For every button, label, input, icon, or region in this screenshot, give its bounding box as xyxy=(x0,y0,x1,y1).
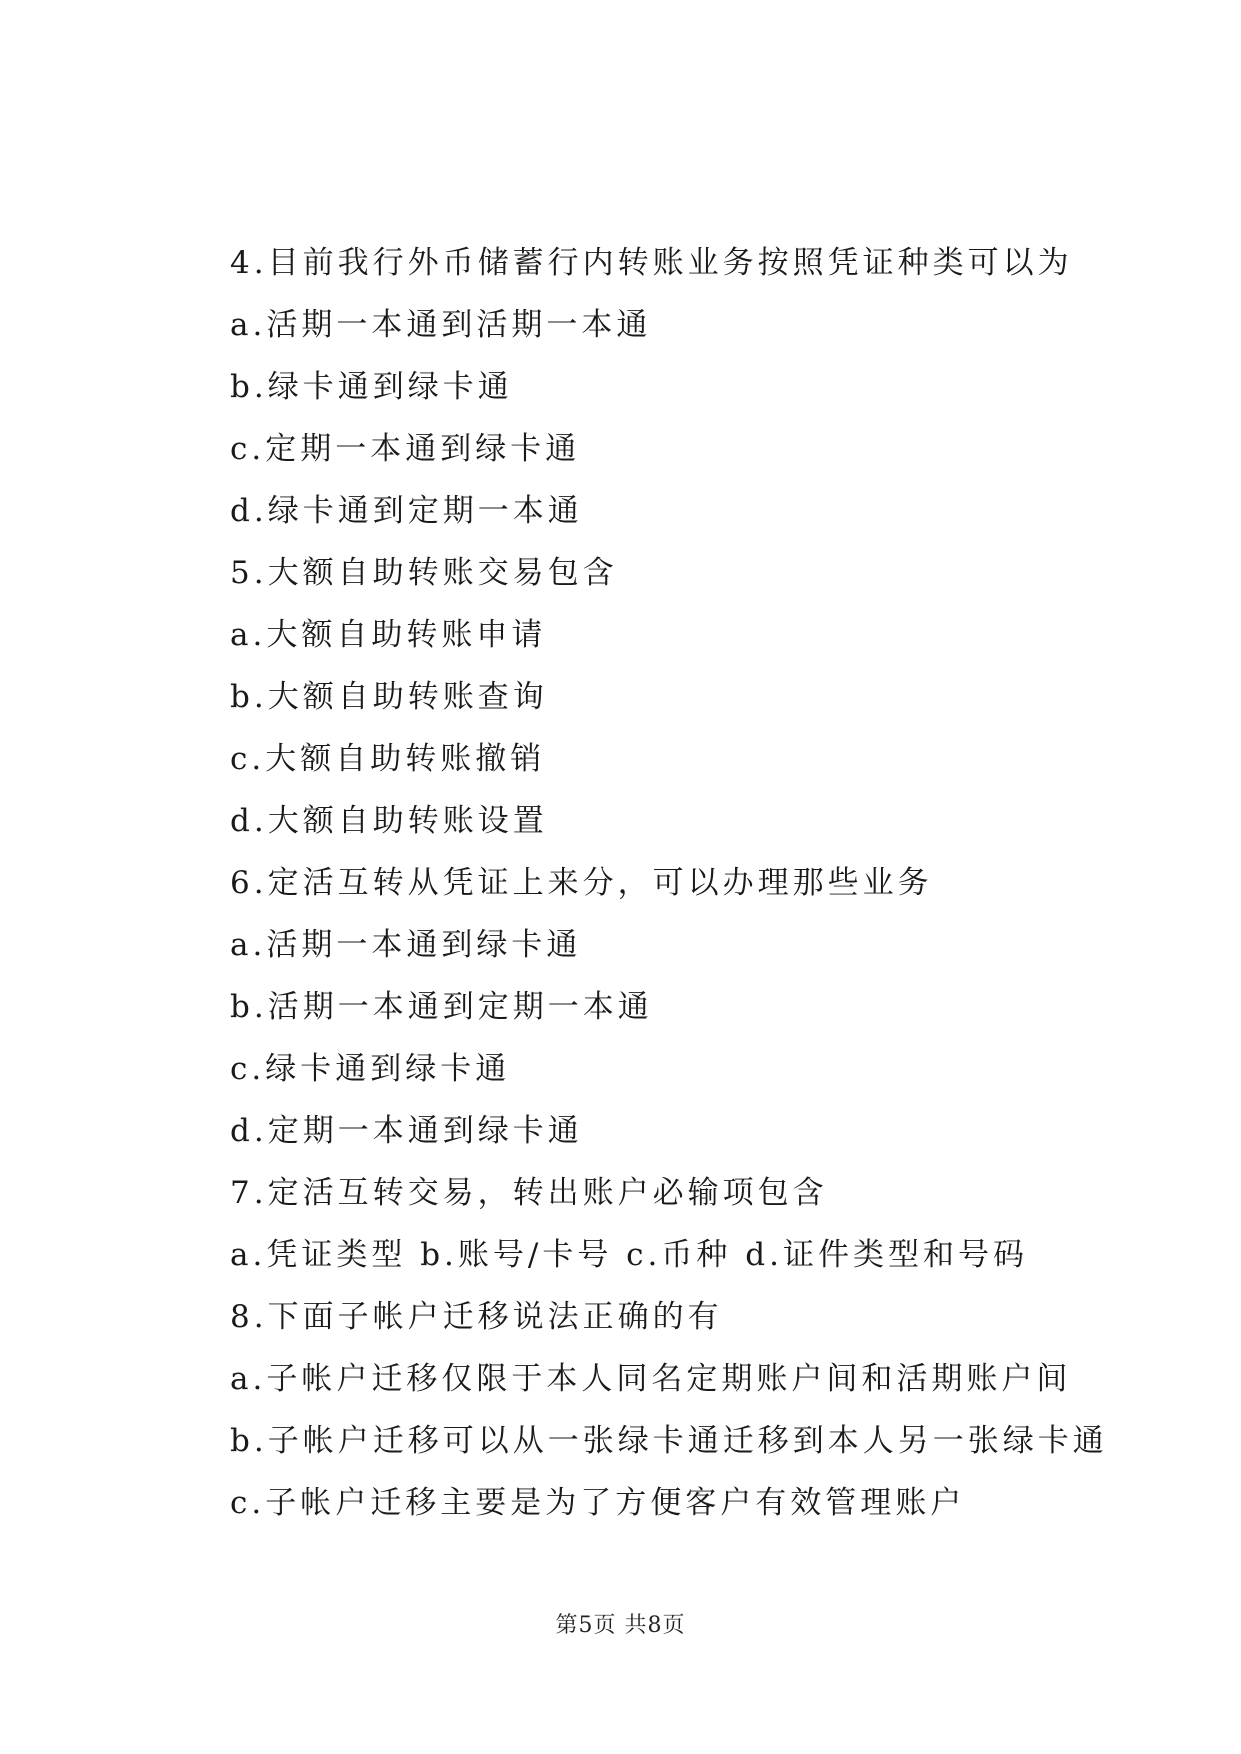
question-8-option-c: c.子帐户迁移主要是为了方便客户有效管理账户 xyxy=(230,1485,966,1521)
question-6-option-c: c.绿卡通到绿卡通 xyxy=(230,1051,511,1087)
question-7-stem: 7.定活互转交易，转出账户必输项包含 xyxy=(230,1175,828,1211)
question-4-option-c: c.定期一本通到绿卡通 xyxy=(230,431,581,467)
question-5-option-c: c.大额自助转账撤销 xyxy=(230,741,546,777)
question-4-option-a: a.活期一本通到活期一本通 xyxy=(230,307,652,343)
question-5-option-d: d.大额自助转账设置 xyxy=(230,803,548,839)
question-5-stem: 5.大额自助转账交易包含 xyxy=(230,555,618,591)
question-6-option-d: d.定期一本通到绿卡通 xyxy=(230,1113,583,1149)
question-8-stem: 8.下面子帐户迁移说法正确的有 xyxy=(230,1299,723,1335)
document-body xyxy=(230,232,1130,1534)
question-5-option-b: b.大额自助转账查询 xyxy=(230,679,548,715)
question-5-option-a: a.大额自助转账申请 xyxy=(230,617,547,653)
question-4-option-b: b.绿卡通到绿卡通 xyxy=(230,369,513,405)
question-8-option-b: b.子帐户迁移可以从一张绿卡通迁移到本人另一张绿卡通 xyxy=(230,1423,1108,1459)
page-footer: 第5页 共8页 xyxy=(555,1613,686,1638)
question-6-option-b: b.活期一本通到定期一本通 xyxy=(230,989,653,1025)
question-4-stem: 4.目前我行外币储蓄行内转账业务按照凭证种类可以为 xyxy=(230,245,1073,281)
question-8-option-a: a.子帐户迁移仅限于本人同名定期账户间和活期账户间 xyxy=(230,1361,1072,1397)
question-4-option-d: d.绿卡通到定期一本通 xyxy=(230,493,583,529)
question-6-option-a: a.活期一本通到绿卡通 xyxy=(230,927,582,963)
question-7-options: a.凭证类型 b.账号/卡号 c.币种 d.证件类型和号码 xyxy=(230,1237,1028,1273)
question-6-stem: 6.定活互转从凭证上来分，可以办理那些业务 xyxy=(230,865,933,901)
